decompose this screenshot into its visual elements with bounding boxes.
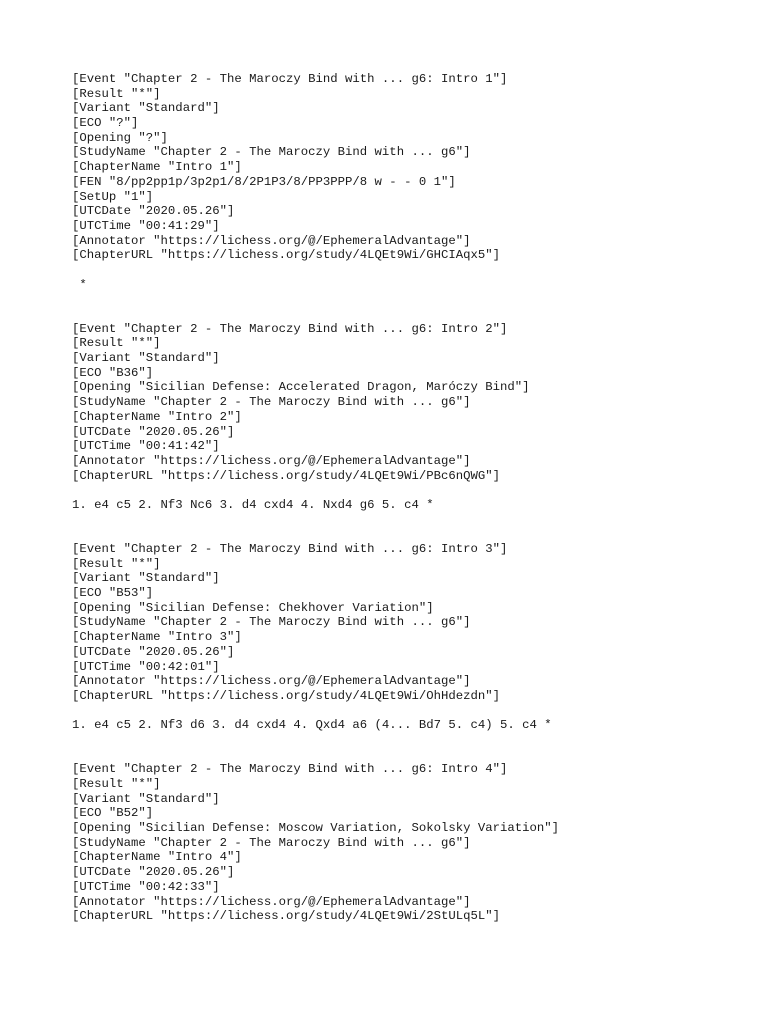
pgn-header-variant: [Variant "Standard"] [72,571,220,586]
pgn-movetext: 1. e4 c5 2. Nf3 Nc6 3. d4 cxd4 4. Nxd4 g6 5. c4 * [72,497,434,512]
pgn-header-eco: [ECO "?"] [72,116,139,131]
pgn-header-annotator: [Annotator "https://lichess.org/@/EphemeralAdvantage"] [72,674,471,689]
pgn-header-utcdate: [UTCDate "2020.05.26"] [72,424,235,439]
pgn-header-utcdate: [UTCDate "2020.05.26"] [72,204,235,219]
game-block-1 [72,72,748,292]
pgn-header-chaptername: [ChapterName "Intro 4"] [72,850,242,865]
pgn-header-studyname: [StudyName "Chapter 2 - The Maroczy Bind with ... g6"] [72,615,471,630]
pgn-header-studyname: [StudyName "Chapter 2 - The Maroczy Bind with ... g6"] [72,835,471,850]
pgn-header-result: [Result "*"] [72,556,161,571]
pgn-header-studyname: [StudyName "Chapter 2 - The Maroczy Bind with ... g6"] [72,395,471,410]
pgn-header-utctime: [UTCTime "00:42:01"] [72,659,220,674]
pgn-header-chapterurl: [ChapterURL "https://lichess.org/study/4LQEt9Wi/OhHdezdn"] [72,688,501,703]
pgn-header-utctime: [UTCTime "00:42:33"] [72,879,220,894]
pgn-header-utcdate: [UTCDate "2020.05.26"] [72,865,235,880]
pgn-header-opening: [Opening "?"] [72,130,168,145]
pgn-header-opening: [Opening "Sicilian Defense: Accelerated Dragon, Maróczy Bind"] [72,380,530,395]
game-block-3 [72,542,748,733]
pgn-header-variant: [Variant "Standard"] [72,101,220,116]
pgn-header-result: [Result "*"] [72,336,161,351]
pgn-header-event: [Event "Chapter 2 - The Maroczy Bind with ... g6: Intro 1"] [72,72,508,86]
pgn-header-annotator: [Annotator "https://lichess.org/@/EphemeralAdvantage"] [72,453,471,468]
pgn-header-utcdate: [UTCDate "2020.05.26"] [72,644,235,659]
pgn-header-eco: [ECO "B52"] [72,806,154,821]
pgn-header-fen: [FEN "8/pp2pp1p/3p2p1/8/2P1P3/8/PP3PPP/8 w - - 0 1"] [72,174,456,189]
pgn-header-utctime: [UTCTime "00:41:42"] [72,439,220,454]
pgn-header-chapterurl: [ChapterURL "https://lichess.org/study/4LQEt9Wi/GHCIAqx5"] [72,248,501,263]
pgn-header-result: [Result "*"] [72,86,161,101]
pgn-header-utctime: [UTCTime "00:41:29"] [72,218,220,233]
pgn-header-eco: [ECO "B53"] [72,586,154,601]
pgn-movetext: 1. e4 c5 2. Nf3 d6 3. d4 cxd4 4. Qxd4 a6 (4... Bd7 5. c4) 5. c4 * [72,718,552,733]
pgn-document [72,72,748,924]
pgn-header-event: [Event "Chapter 2 - The Maroczy Bind with ... g6: Intro 4"] [72,762,508,777]
pgn-header-opening: [Opening "Sicilian Defense: Moscow Variation, Sokolsky Variation"] [72,821,560,836]
game-block-2 [72,322,748,513]
pgn-header-chapterurl: [ChapterURL "https://lichess.org/study/4LQEt9Wi/2StULq5L"] [72,909,501,924]
pgn-header-chaptername: [ChapterName "Intro 1"] [72,160,242,175]
pgn-header-chapterurl: [ChapterURL "https://lichess.org/study/4LQEt9Wi/PBc6nQWG"] [72,468,501,483]
pgn-header-variant: [Variant "Standard"] [72,351,220,366]
pgn-header-annotator: [Annotator "https://lichess.org/@/EphemeralAdvantage"] [72,233,471,248]
pgn-header-variant: [Variant "Standard"] [72,791,220,806]
pgn-header-chaptername: [ChapterName "Intro 2"] [72,409,242,424]
pgn-header-event: [Event "Chapter 2 - The Maroczy Bind with ... g6: Intro 3"] [72,542,508,557]
pgn-header-annotator: [Annotator "https://lichess.org/@/EphemeralAdvantage"] [72,894,471,909]
pgn-header-result: [Result "*"] [72,777,161,792]
pgn-header-studyname: [StudyName "Chapter 2 - The Maroczy Bind with ... g6"] [72,145,471,160]
game-block-4 [72,762,748,924]
pgn-header-opening: [Opening "Sicilian Defense: Chekhover Variation"] [72,600,434,615]
pgn-header-eco: [ECO "B36"] [72,365,154,380]
pgn-header-setup: [SetUp "1"] [72,189,154,204]
pgn-header-chaptername: [ChapterName "Intro 3"] [72,630,242,645]
pgn-movetext: * [72,277,87,292]
pgn-header-event: [Event "Chapter 2 - The Maroczy Bind with ... g6: Intro 2"] [72,321,508,336]
